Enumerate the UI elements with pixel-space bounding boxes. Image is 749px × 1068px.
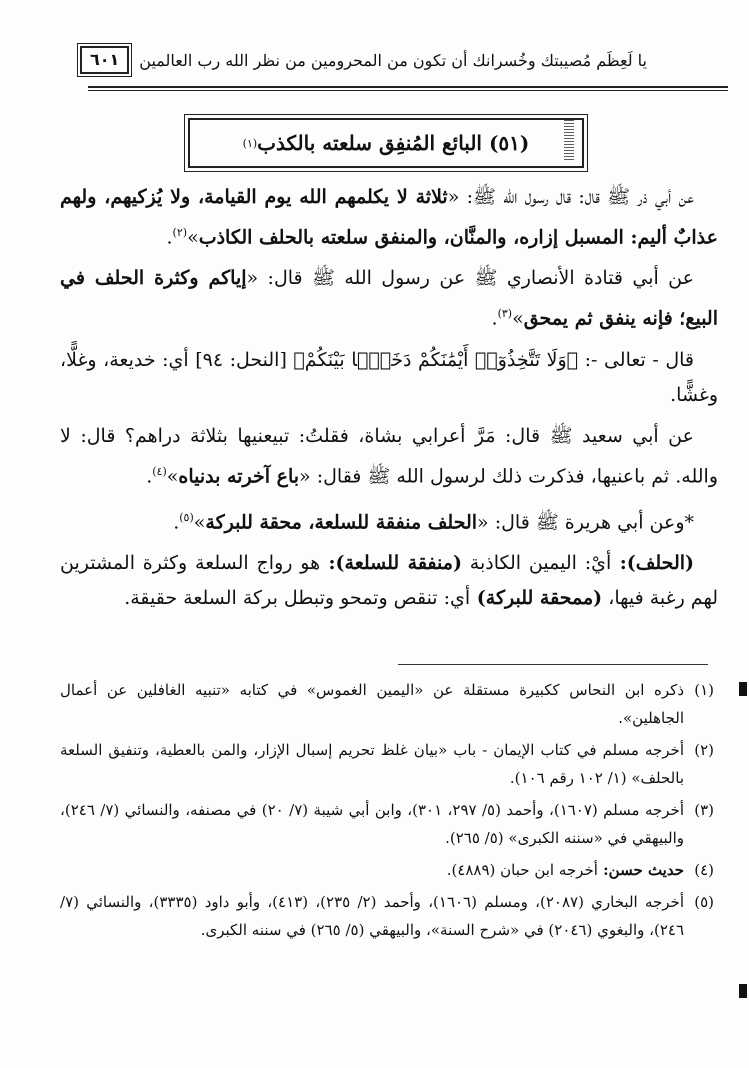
- text-run: عن أبي ذر ﷺ قال: قال رسول الله ﷺ: «: [447, 186, 694, 208]
- footnote-text: [60, 676, 684, 732]
- footnote-number: (٢): [694, 741, 714, 759]
- text-run: أخرجه مسلم في كتاب الإيمان - باب «بيان غلظ تحريم إسبال الإزار، والمن بالعطية، وتنفيق السلعة بالحلف» (١/ ١٠٢ رقم ١٠٦).: [60, 741, 684, 787]
- text-run: »: [166, 464, 179, 487]
- footnote-number: (٤): [694, 861, 714, 879]
- header-rule-thin: [88, 90, 728, 91]
- footnote-ref[interactable]: (٤): [152, 464, 167, 478]
- footnote: [60, 888, 714, 944]
- footnotes: [60, 676, 714, 948]
- footnote-ref[interactable]: (٣): [497, 307, 513, 321]
- hadith-text: (الحلف):: [611, 552, 694, 575]
- text-run: أخرجه ابن حبان (٤٨٨٩).: [446, 861, 598, 879]
- text-run: أي: تنقص وتمحو وتبطل بركة السلعة حقيقة.: [124, 587, 471, 610]
- page-edge-mark: [739, 682, 747, 696]
- paragraph: [60, 180, 718, 255]
- running-title: يا لَعِظَم مُصيبتك وخُسرانك أن تكون من المحرومين من نظر الله رب العالمين: [139, 50, 648, 70]
- text-run: »: [512, 307, 524, 330]
- text-run: .: [173, 511, 180, 534]
- text-run: أخرجه مسلم (١٦٠٧)، وأحمد (٥/ ٢٩٧، ٣٠١)، وابن أبي شيبة (٧/ ٢٠) في مصنفه، والنسائي (٧/ ٢٤٦)، والبيهقي في «سننه الكبرى» (٥/ ٢٦٥).: [60, 801, 684, 847]
- footnote-grade: حديث حسن:: [597, 861, 684, 879]
- section-title-footnote-ref: (١): [242, 136, 258, 150]
- hadith-text: باع آخرته بدنياه: [178, 464, 300, 487]
- text-run: .: [491, 307, 498, 330]
- text-run: هو رواج السلعة وكثرة المشترين لهم رغبة فيها،: [60, 552, 718, 610]
- text-run: عن أبي قتادة الأنصاري ﷺ عن رسول الله ﷺ قال: «: [246, 267, 694, 290]
- hadith-text: إياكم وكثرة الحلف في البيع؛ فإنه ينفق ثم يمحق: [60, 267, 718, 330]
- text-run: .: [166, 226, 173, 249]
- text-run: .: [146, 464, 153, 487]
- section-title: (٥١) البائع المُنفِق سلعته بالكذب: [257, 131, 530, 155]
- footnote-number: (١): [694, 681, 714, 699]
- paragraph: [60, 546, 718, 616]
- paragraph: [60, 419, 718, 494]
- text-run: *وعن أبي هريرة ﷺ قال: «: [477, 511, 694, 534]
- running-header: [80, 40, 720, 80]
- text-run: »: [193, 511, 206, 534]
- footnote-ref[interactable]: (٢): [172, 226, 188, 239]
- footnote-ref[interactable]: (٥): [179, 510, 194, 524]
- footnote-text: [60, 888, 684, 944]
- section-title-box: [188, 118, 584, 168]
- footnote-text: [60, 736, 684, 792]
- title-ornament: [564, 120, 574, 160]
- hadith-text: الحلف منفقة للسلعة، محقة للبركة: [205, 511, 478, 534]
- paragraph: [60, 343, 718, 413]
- footnote-number: (٥): [694, 893, 714, 911]
- text-run: قال - تعالى -: ﴿وَلَا تَتَّخِذُوٓا۟ أَيْمَٰنَكُمْ دَخَلًۢا بَيْنَكُمْ﴾ [النحل: ٩٤] أي: خديعة، وغلًّا، وغشًّا.: [60, 348, 718, 406]
- footnote-separator: [398, 664, 708, 665]
- hadith-text: ثلاثة لا يكلمهم الله يوم القيامة، ولا يُزكيهم، ولهم عذابٌ أليم: المسبل إزاره، والمنَّان، والمنفق سلعته بالحلف الكاذب: [60, 186, 718, 249]
- main-text: [60, 180, 718, 622]
- text-run: »: [187, 226, 199, 249]
- footnote: [60, 676, 714, 732]
- hadith-text: (منفقة للسلعة):: [320, 552, 462, 575]
- footnote: [60, 856, 714, 884]
- page-number: ٦٠١: [80, 46, 129, 74]
- page-edge-mark: [739, 984, 747, 998]
- hadith-text: (ممحقة للبركة): [470, 587, 603, 610]
- footnote: [60, 796, 714, 852]
- text-run: عن أبي سعيد ﷺ قال: مَرَّ أعرابي بشاة، فقلتُ: تبيعنيها بثلاثة دراهم؟ قال: لا والله. ثم باعنيها، فذكرت ذلك لرسول الله ﷺ فقال: «: [60, 424, 718, 487]
- text-run: أيْ: اليمين الكاذبة: [461, 552, 612, 575]
- header-rule: [88, 86, 728, 88]
- footnote-number: (٣): [694, 801, 714, 819]
- footnote: [60, 736, 714, 792]
- footnote-text: [60, 796, 684, 852]
- footnote-text: [60, 856, 684, 884]
- paragraph: [60, 500, 718, 540]
- paragraph: [60, 261, 718, 336]
- text-run: أخرجه البخاري (٢٠٨٧)، ومسلم (١٦٠٦)، وأحمد (٢/ ٢٣٥)، (٤١٣)، وأبو داود (٣٣٣٥)، والنسائي (٧/ ٢٤٦)، والبغوي (٢٠٤٦) في «شرح السنة»، والبيهقي (٥/ ٢٦٥) في سننه الكبرى.: [60, 893, 684, 939]
- text-run: ذكره ابن النحاس ككبيرة مستقلة عن «اليمين الغموس» في كتابه «تنبيه الغافلين عن أعمال الجاهلين».: [60, 681, 684, 727]
